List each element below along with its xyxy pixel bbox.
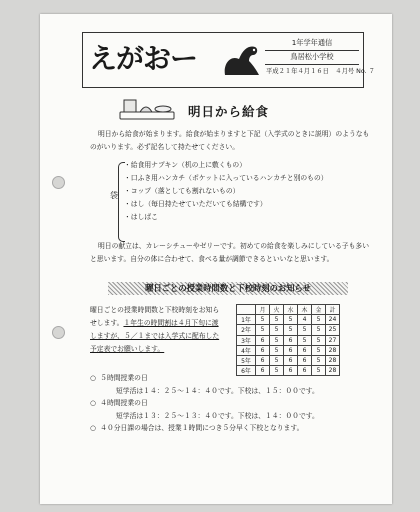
list-item: ・給食用ナプキン（机の上に敷くもの）: [124, 161, 247, 169]
table-cell: 6年: [237, 366, 256, 376]
binder-hole: [52, 176, 65, 189]
table-cell: 6: [256, 345, 270, 355]
table-cell: 25: [326, 325, 340, 335]
circle-bullet-icon: ○: [90, 374, 96, 382]
table-cell: 28: [326, 345, 340, 355]
schedule-note: [90, 304, 220, 356]
table-row: [237, 335, 340, 345]
table-cell: 5: [270, 355, 284, 365]
lunch-intro: 明日から給食が始まります。給食が始まりますと下記（入学式のときに説明）のようなものがいります。必ず記名して持たせてください。: [90, 130, 370, 151]
table-header-cell: 木: [298, 305, 312, 315]
list-item: ・はしばこ: [124, 213, 158, 221]
table-cell: 2年: [237, 325, 256, 335]
table-cell: 6: [298, 355, 312, 365]
lunch-tray-icon: [118, 96, 176, 122]
table-cell: 5: [312, 335, 326, 345]
bullet-detail: 短学活は１３：２５～１３：４０です。下校は、１４：００です。: [116, 411, 319, 420]
table-cell: 6: [284, 355, 298, 365]
newsletter-header: [82, 32, 375, 88]
table-cell: 6: [284, 345, 298, 355]
issue-date: 平成２１年４月１６日 ４月号 No. ７: [266, 68, 375, 75]
schedule-title: 曜日ごとの授業時間数と下校時刻のお知らせ: [145, 283, 311, 293]
school-name: 鳥居松小学校: [265, 51, 359, 65]
table-row: [237, 315, 340, 325]
issue-info: [265, 37, 375, 77]
table-cell: 24: [326, 315, 340, 325]
newsletter-page: [40, 14, 392, 504]
table-cell: 5: [270, 325, 284, 335]
bullet-heading: ４時間授業の日: [100, 399, 148, 408]
table-cell: 27: [326, 335, 340, 345]
newsletter-name: 1年学年通信: [265, 37, 359, 51]
table-cell: 1年: [237, 315, 256, 325]
lunch-items: [124, 159, 328, 224]
table-row: [237, 355, 340, 365]
circle-bullet-icon: ○: [90, 399, 96, 408]
table-cell: 5: [312, 315, 326, 325]
bullet-item: [90, 397, 319, 410]
table-cell: 5: [284, 325, 298, 335]
dinosaur-icon: [219, 39, 261, 79]
table-cell: 4年: [237, 345, 256, 355]
table-cell: 5: [298, 335, 312, 345]
table-cell: 5: [256, 325, 270, 335]
table-row: [237, 325, 340, 335]
table-cell: 5: [312, 345, 326, 355]
table-header-cell: [237, 305, 256, 315]
table-cell: 5: [284, 315, 298, 325]
table-cell: 5: [298, 325, 312, 335]
schedule-table: [236, 304, 340, 376]
schedule-note-underlined: １年生の時間割は４月下旬に渡しますが、５／１までは入学式に配布した予定表でお願いします。: [90, 319, 220, 353]
newsletter-logo: えがおー: [89, 42, 198, 75]
bag-label: 袋: [110, 191, 118, 200]
table-cell: 5: [312, 325, 326, 335]
table-cell: 28: [326, 366, 340, 376]
table-cell: 5: [270, 335, 284, 345]
table-cell: 5: [270, 315, 284, 325]
table-cell: 5: [270, 345, 284, 355]
schedule-note-intro: 曜日ごとの授業時間数と下校時刻をお知らせします。: [90, 306, 220, 327]
bullet-item: [90, 372, 319, 385]
table-cell: 3年: [237, 335, 256, 345]
table-header-row: [237, 305, 340, 315]
table-header-cell: 月: [256, 305, 270, 315]
table-cell: 6: [256, 335, 270, 345]
table-cell: 4: [298, 315, 312, 325]
list-item: ・はし（毎日持たせていただいても結構です）: [124, 200, 267, 208]
table-cell: 5: [312, 366, 326, 376]
table-cell: 6: [256, 366, 270, 376]
table-header-cell: 水: [284, 305, 298, 315]
lunch-title: 明日から給食: [188, 104, 270, 119]
table-cell: 5: [256, 315, 270, 325]
menu-note: 明日の献立は、カレーシチューやゼリーです。初めての給食を楽しみにしている子も多いと思います。自分の体に合わせて、食べる量が調節できるといいなと思います。: [90, 242, 369, 263]
table-header-cell: 計: [326, 305, 340, 315]
binder-hole: [52, 326, 65, 339]
table-cell: 6: [284, 335, 298, 345]
table-header-cell: 金: [312, 305, 326, 315]
circle-bullet-icon: ○: [90, 424, 96, 433]
table-cell: 6: [284, 366, 298, 376]
schedule-bullets: [90, 372, 319, 435]
table-cell: 6: [256, 355, 270, 365]
table-cell: 28: [326, 355, 340, 365]
table-row: [237, 345, 340, 355]
bullet-heading: ５時間授業の日: [100, 374, 148, 382]
bullet-heading: ４０分日課の場合は、授業１時間につき５分早く下校となります。: [100, 424, 304, 433]
list-item: ・口ふき用ハンカチ（ポケットに入っているハンカチと別のもの）: [124, 174, 328, 182]
table-cell: 5: [270, 366, 284, 376]
bullet-detail: 短学活は１４：２５～１４：４０です。下校は、１５：００です。: [116, 386, 319, 395]
table-cell: 6: [298, 366, 312, 376]
table-cell: 5: [312, 355, 326, 365]
list-item: ・コップ（落としても割れないもの）: [124, 187, 240, 195]
bullet-item: [90, 422, 319, 435]
table-cell: 6: [298, 345, 312, 355]
table-cell: 5年: [237, 355, 256, 365]
table-header-cell: 火: [270, 305, 284, 315]
